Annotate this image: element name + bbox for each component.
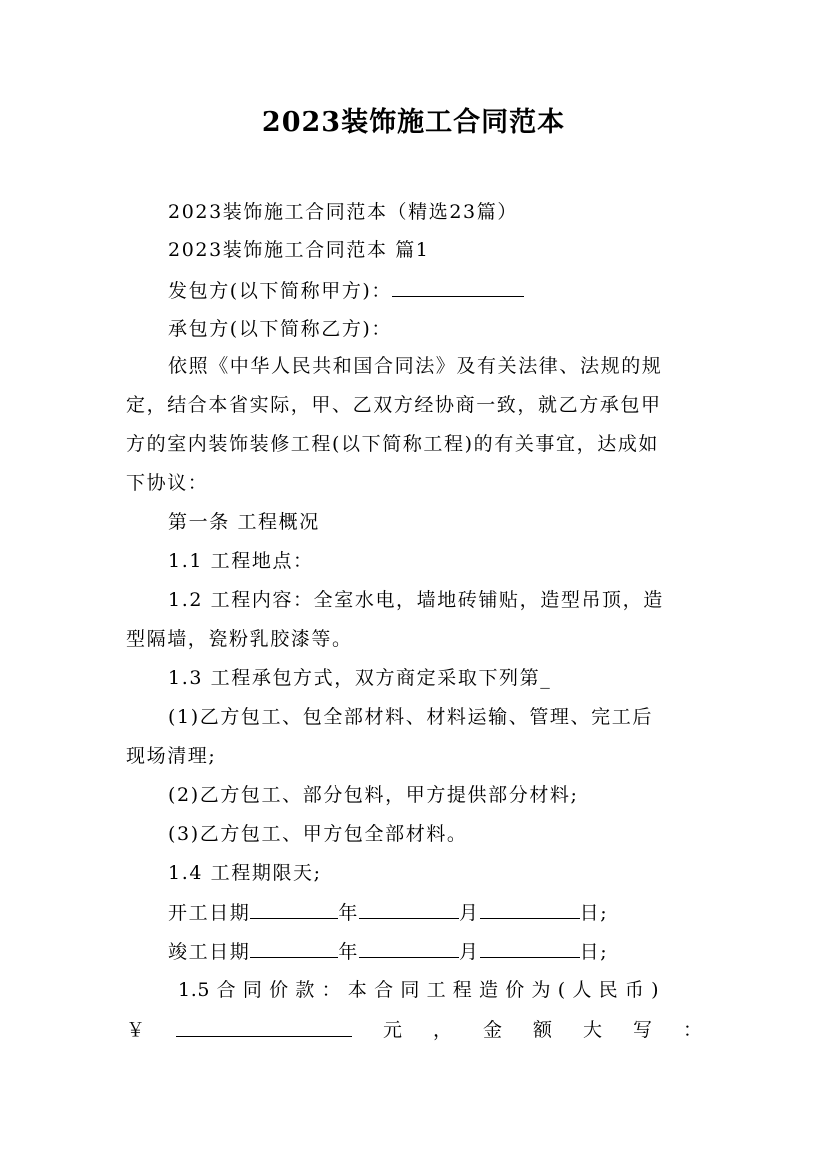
paragraph-line: 依照《中华人民共和国合同法》及有关法律、法规的规 bbox=[168, 355, 663, 377]
month-label: 月 bbox=[459, 902, 480, 924]
end-day-blank[interactable] bbox=[480, 939, 580, 958]
document-title: 2023装饰施工合同范本 bbox=[261, 107, 566, 138]
amount-label-char: 金 bbox=[482, 1019, 502, 1041]
comma: ， bbox=[432, 1019, 452, 1041]
subtitle-line: 2023装饰施工合同范本（精选23篇） bbox=[168, 201, 518, 223]
paragraph-line: 方的室内装饰装修工程(以下简称工程)的有关事宜，达成如 bbox=[126, 433, 660, 455]
colon: ： bbox=[682, 1019, 702, 1041]
clause-line: 1.1 工程地点： bbox=[168, 550, 314, 572]
end-year-blank[interactable] bbox=[250, 939, 338, 958]
day-label: 日; bbox=[579, 902, 609, 924]
amount-label-char: 写 bbox=[632, 1019, 652, 1041]
end-date-line bbox=[168, 939, 702, 964]
article-heading: 第一条 工程概况 bbox=[168, 511, 320, 533]
party-a-line bbox=[168, 278, 702, 303]
clause-line: 1.3 工程承包方式，双方商定采取下列第_ bbox=[168, 667, 552, 689]
end-month-blank[interactable] bbox=[359, 939, 459, 958]
month-label: 月 bbox=[459, 941, 480, 963]
amount-label-char: 大 bbox=[582, 1019, 602, 1041]
paragraph-line: 定，结合本省实际，甲、乙双方经协商一致，就乙方承包甲 bbox=[126, 394, 662, 416]
price-clause-line: 1.5 合 同 价 款 ： 本 合 同 工 程 造 价 为 ( 人 民 币 ) bbox=[178, 979, 660, 1001]
clause-line: (1)乙方包工、包全部材料、材料运输、管理、完工后 bbox=[168, 706, 653, 728]
amount-blank[interactable] bbox=[176, 1018, 352, 1037]
end-date-label: 竣工日期 bbox=[168, 941, 251, 963]
party-b-line: 承包方(以下简称乙方)： bbox=[168, 318, 393, 340]
clause-line: 现场清理; bbox=[126, 745, 217, 767]
start-date-line bbox=[168, 900, 702, 925]
start-day-blank[interactable] bbox=[480, 900, 580, 919]
clause-line: 型隔墙，瓷粉乳胶漆等。 bbox=[126, 628, 353, 650]
price-amount-line bbox=[126, 1018, 702, 1042]
clause-line: (3)乙方包工、甲方包全部材料。 bbox=[168, 823, 468, 845]
start-month-blank[interactable] bbox=[359, 900, 459, 919]
currency-symbol: ￥ bbox=[126, 1019, 146, 1041]
clause-line: 1.4 工程期限天; bbox=[168, 862, 322, 884]
yuan-label: 元 bbox=[382, 1019, 402, 1041]
section-heading: 2023装饰施工合同范本 篇1 bbox=[168, 239, 430, 261]
party-a-label: 发包方(以下简称甲方)： bbox=[168, 280, 393, 302]
year-label: 年 bbox=[338, 902, 360, 924]
party-a-blank[interactable] bbox=[392, 278, 524, 297]
start-date-label: 开工日期 bbox=[168, 902, 251, 924]
year-label: 年 bbox=[338, 941, 360, 963]
amount-label-char: 额 bbox=[532, 1019, 552, 1041]
day-label: 日; bbox=[579, 941, 609, 963]
paragraph-line: 下协议： bbox=[126, 472, 209, 494]
clause-line: 1.2 工程内容：全室水电，墙地砖铺贴，造型吊顶，造 bbox=[168, 589, 664, 611]
clause-line: (2)乙方包工、部分包料，甲方提供部分材料; bbox=[168, 784, 579, 806]
start-year-blank[interactable] bbox=[250, 900, 338, 919]
